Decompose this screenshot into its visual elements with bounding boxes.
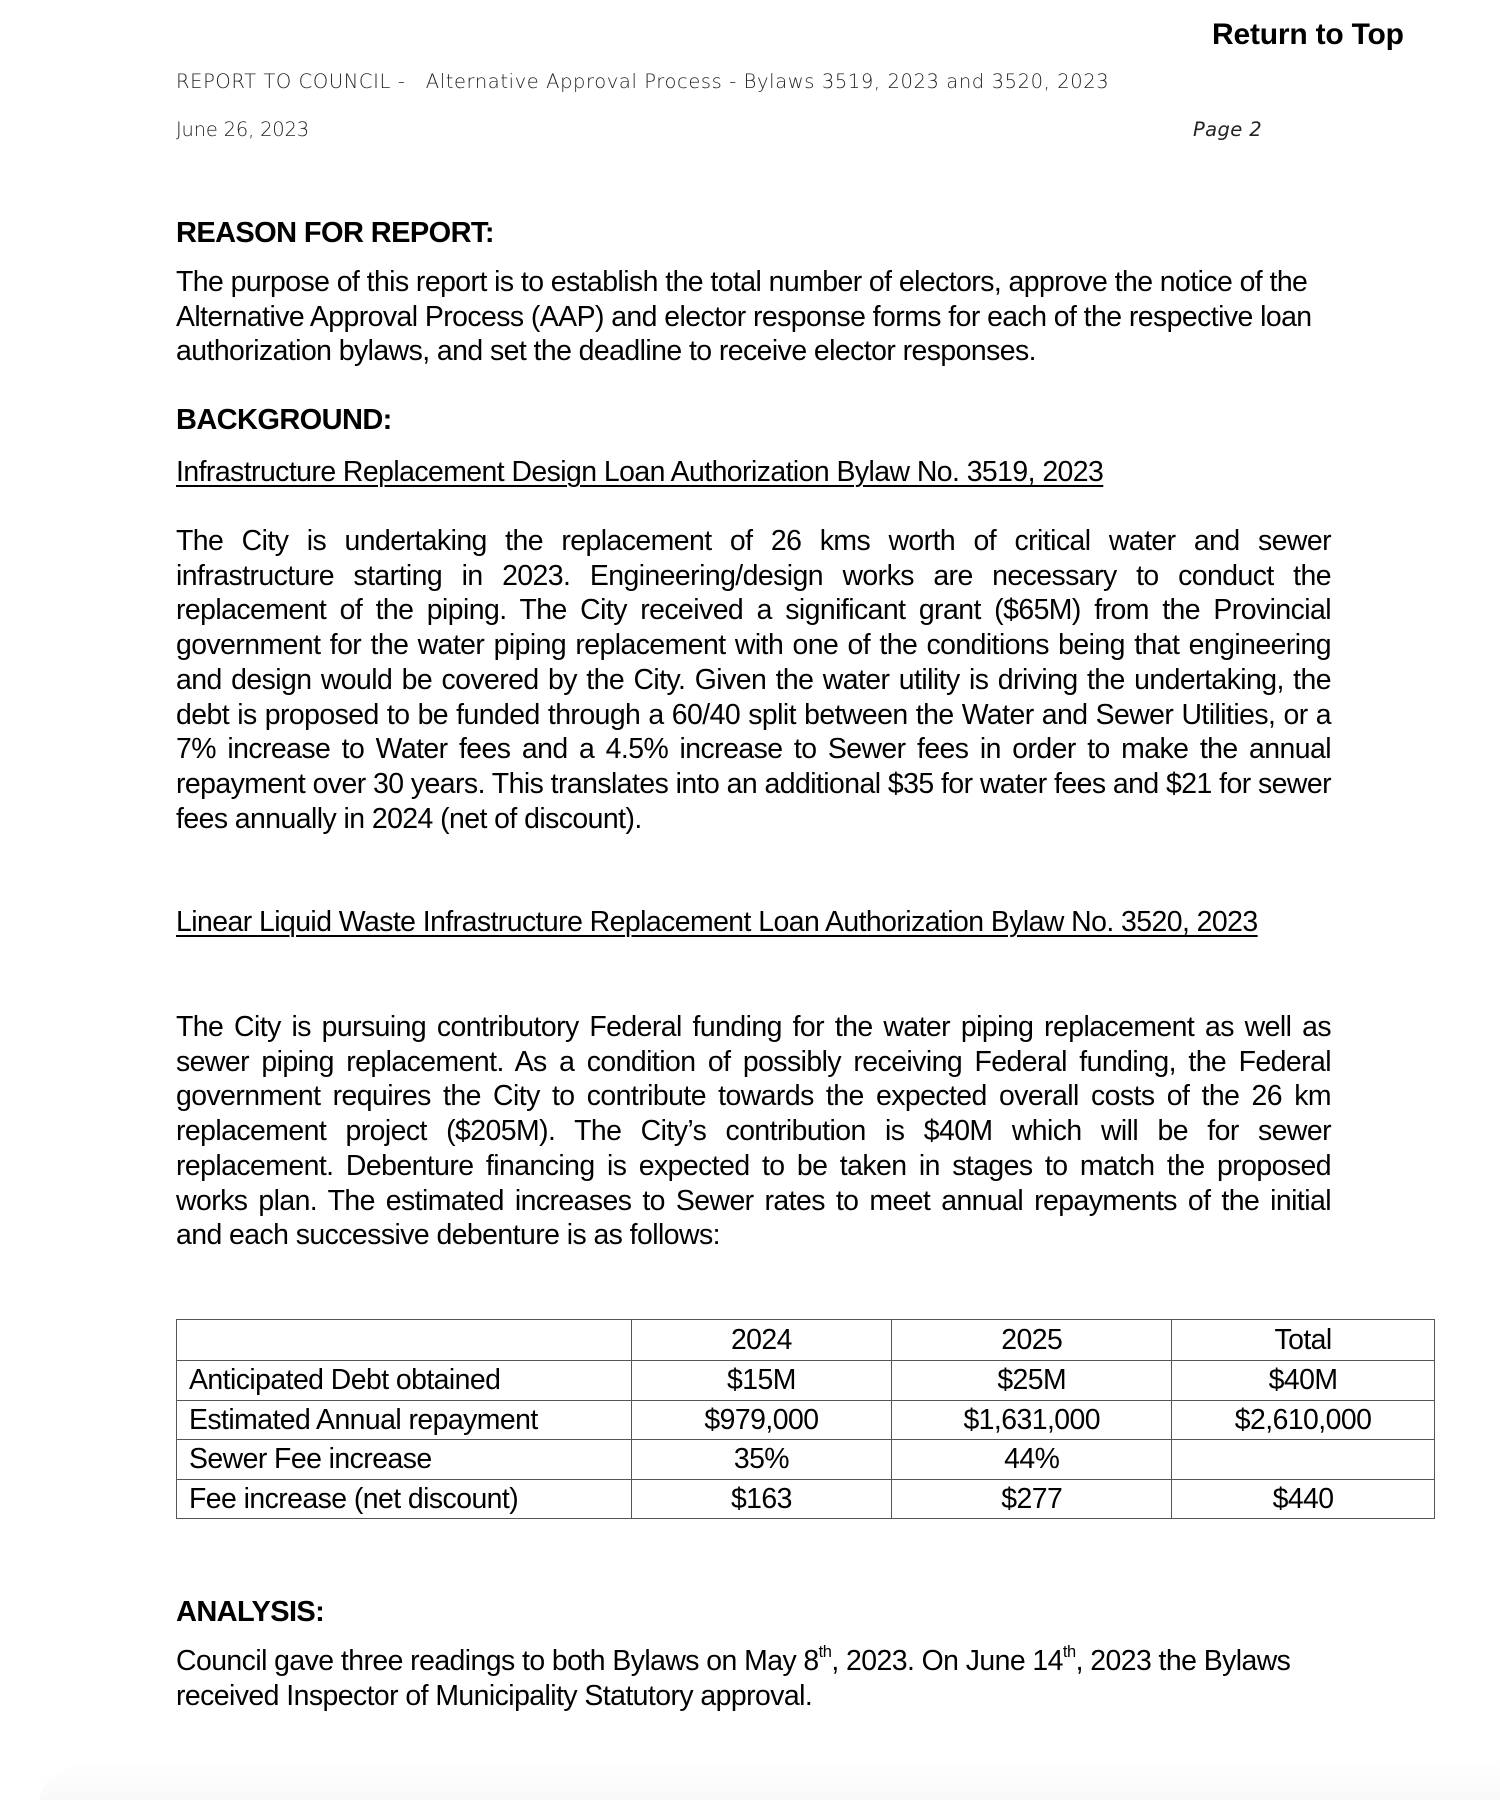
table-cell: 35% [631, 1440, 892, 1480]
table-header-cell: 2024 [631, 1320, 892, 1361]
table-header-cell: 2025 [892, 1320, 1172, 1361]
table-cell: $1,631,000 [892, 1400, 1172, 1440]
table-row [177, 1479, 1435, 1519]
table-cell: $979,000 [631, 1400, 892, 1440]
reason-heading: REASON FOR REPORT: [176, 217, 494, 249]
row-label: Anticipated Debt obtained [177, 1361, 632, 1401]
analysis-text: Council gave three readings to both Bylaws on May 8 [176, 1645, 819, 1677]
table-cell: $25M [892, 1361, 1172, 1401]
background-heading: BACKGROUND: [176, 404, 392, 436]
bylaw-3519-title: Infrastructure Replacement Design Loan Authorization Bylaw No. 3519, 2023 [176, 456, 1104, 488]
bylaw-3520-title: Linear Liquid Waste Infrastructure Replacement Loan Authorization Bylaw No. 3520, 2023 [176, 906, 1258, 938]
table-row [177, 1440, 1435, 1480]
table-header-row [177, 1320, 1435, 1361]
table-cell: $163 [631, 1479, 892, 1519]
analysis-text: , 2023 the Bylaws received Inspector of Municipality Statutory approval. [176, 1645, 1291, 1712]
page-number: Page 2 [1193, 118, 1263, 141]
page-edge-shadow [40, 1760, 1500, 1800]
table-row [177, 1400, 1435, 1440]
debt-repayment-table [176, 1319, 1435, 1519]
analysis-text: , 2023. On June 14 [831, 1645, 1063, 1677]
table-row [177, 1361, 1435, 1401]
row-label: Fee increase (net discount) [177, 1479, 632, 1519]
reason-body: The purpose of this report is to establish the total number of electors, approve the notice of the Alternative Approval Process (AAP) and elector response forms for each of the respective loan authorization bylaws, and set the deadline to receive elector responses. [176, 266, 1312, 368]
analysis-body [176, 1644, 1331, 1713]
ordinal-suffix: th [1062, 1642, 1076, 1661]
ordinal-suffix: th [818, 1642, 832, 1661]
row-label: Sewer Fee increase [177, 1440, 632, 1480]
table-cell: $2,610,000 [1172, 1400, 1435, 1440]
bylaw-3519-body: The City is undertaking the replacement of 26 kms worth of critical water and sewer infrastructure starting in 2023. Engineering/design works are necessary to conduct the replacement of the piping. The City received a significant grant ($65M) from the Provincial government for the water piping replacement with one of the conditions being that engineering and design would be covered by the City. Given the water utility is driving the undertaking, the debt is proposed to be funded through a 60/40 split between the Water and Sewer Utilities, or a 7% increase to Water fees and a 4.5% increase to Sewer fees in order to make the annual repayment over 30 years. This translates into an additional $35 for water fees and $21 for sewer fees annually in 2024 (net of discount). [176, 525, 1331, 835]
table-cell: $15M [631, 1361, 892, 1401]
table-cell: $40M [1172, 1361, 1435, 1401]
table-header-cell [177, 1320, 632, 1361]
report-header-title: REPORT TO COUNCIL - Alternative Approval Process - Bylaws 3519, 2023 and 3520, 2023 [176, 70, 1110, 93]
table-cell: 44% [892, 1440, 1172, 1480]
table-cell: $440 [1172, 1479, 1435, 1519]
analysis-heading: ANALYSIS: [176, 1596, 325, 1628]
table-cell: $277 [892, 1479, 1172, 1519]
bylaw-3520-body: The City is pursuing contributory Federal funding for the water piping replacement as well as sewer piping replacement. As a condition of possibly receiving Federal funding, the Federal government requires the City to contribute towards the expected overall costs of the 26 km replacement project ($205M). The City’s contribution is $40M which will be for sewer replacement. Debenture financing is expected to be taken in stages to match the proposed works plan. The estimated increases to Sewer rates to meet annual repayments of the initial and each successive debenture is as follows: [176, 1011, 1331, 1252]
table-cell [1172, 1440, 1435, 1480]
table-header-cell: Total [1172, 1320, 1435, 1361]
return-to-top-link[interactable]: Return to Top [1212, 18, 1404, 51]
report-date: June 26, 2023 [176, 118, 309, 141]
row-label: Estimated Annual repayment [177, 1400, 632, 1440]
